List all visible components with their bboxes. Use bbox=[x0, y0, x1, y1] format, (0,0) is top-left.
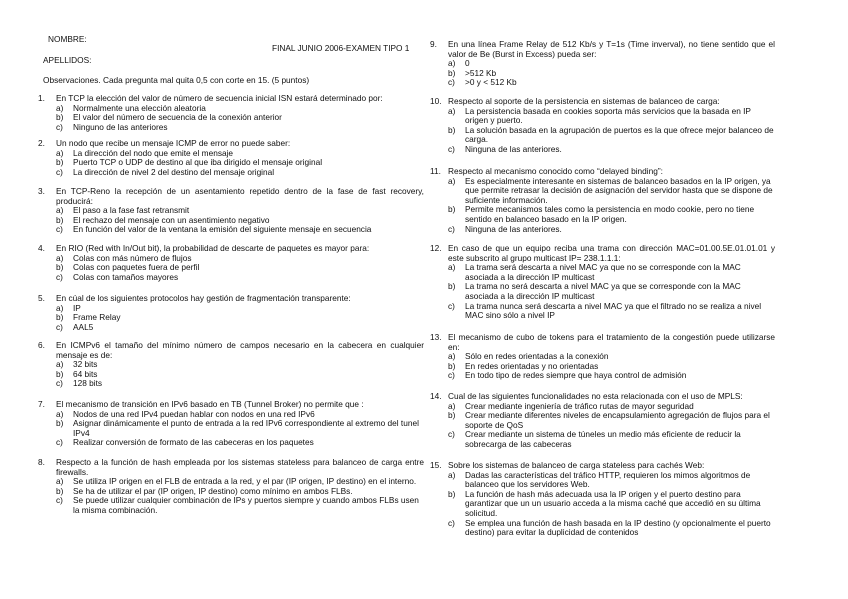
option-text: El paso a la fase fast retransmit bbox=[73, 205, 190, 216]
option-letter: b) bbox=[56, 262, 64, 273]
answer-option bbox=[56, 323, 424, 333]
answer-option bbox=[448, 282, 775, 301]
option-text: Se puede utilizar cualquier combinación de IPs y puertos siempre y cuando ambos FLBs usen la misma combinación. bbox=[73, 495, 419, 515]
option-letter: c) bbox=[448, 370, 455, 381]
question-text: En ICMPv6 el tamaño del mínimo número de campos necesario en la cabecera en cualquier mensaje es de: bbox=[56, 340, 424, 360]
option-text: 64 bits bbox=[73, 368, 98, 379]
question-text: En caso de que un equipo reciba una trama con dirección MAC=01.00.5E.01.01.01 y este subscrito al grupo multicast IP= 238.1.1.1: bbox=[448, 243, 775, 263]
option-letter: c) bbox=[448, 143, 455, 154]
option-text: La trama no será descarta a nivel MAC ya que se corresponde con la MAC asociada a la dirección IP multicast bbox=[465, 281, 741, 301]
option-letter: a) bbox=[56, 302, 64, 313]
answer-option bbox=[56, 168, 424, 178]
option-text: Colas con más número de flujos bbox=[73, 252, 192, 263]
option-text: La trama será descarta a nivel MAC ya que no se corresponde con la MAC asociada a la dirección IP multicast bbox=[465, 262, 741, 282]
option-letter: b) bbox=[448, 204, 456, 215]
answer-option bbox=[448, 145, 775, 155]
option-text: Colas con tamaños mayores bbox=[73, 271, 179, 282]
answer-option bbox=[448, 430, 775, 449]
option-letter: a) bbox=[448, 351, 456, 362]
answer-option bbox=[448, 205, 775, 224]
option-letter: b) bbox=[448, 410, 456, 421]
option-text: La dirección del nodo que emite el mensaje bbox=[73, 147, 234, 158]
question-number: 12. bbox=[430, 243, 442, 253]
option-text: Se utiliza IP origen en el FLB de entrada a la red, y el par (IP origen, IP destino) en el interno. bbox=[73, 476, 417, 487]
question-number: 4. bbox=[38, 243, 45, 253]
option-letter: c) bbox=[448, 300, 455, 311]
option-text: Se emplea una función de hash basada en la IP destino (y opcionalmente el puerto destino) para evitar la duplicidad de contenidos bbox=[465, 517, 771, 538]
question-6 bbox=[38, 341, 424, 389]
option-text: >512 Kb bbox=[465, 67, 497, 78]
question-number: 6. bbox=[38, 340, 45, 350]
option-text: >0 y < 512 Kb bbox=[465, 77, 517, 88]
option-letter: a) bbox=[448, 175, 456, 186]
answer-option bbox=[448, 411, 775, 430]
question-5 bbox=[38, 294, 424, 332]
option-text: Colas con paquetes fuera de perfil bbox=[73, 262, 200, 273]
answer-option bbox=[448, 59, 775, 69]
option-letter: b) bbox=[448, 360, 456, 371]
option-text: Ninguno de las anteriores bbox=[73, 121, 168, 132]
option-letter: a) bbox=[448, 262, 456, 273]
option-letter: c) bbox=[56, 321, 63, 332]
option-text: Es especialmente interesante en sistemas de balanceo basados en la IP origen, ya que permite retrasar la decisión de asignación del servidor hasta que se dispone de suficiente información. bbox=[465, 175, 773, 205]
option-letter: c) bbox=[56, 378, 63, 389]
option-text: Ninguna de las anteriores. bbox=[465, 143, 562, 154]
option-text: La trama nunca será descarta a nivel MAC ya que el filtrado no se realiza a nivel MAC sino sólo a nivel IP bbox=[465, 300, 762, 321]
option-letter: b) bbox=[56, 485, 64, 496]
question-9 bbox=[430, 40, 775, 88]
question-number: 3. bbox=[38, 186, 45, 196]
option-letter: c) bbox=[56, 437, 63, 448]
answer-option bbox=[56, 438, 424, 448]
answer-option bbox=[56, 419, 424, 438]
option-letter: b) bbox=[56, 112, 64, 123]
option-text: IP bbox=[73, 302, 81, 313]
answer-option bbox=[448, 490, 775, 519]
question-text: Respecto al mecanismo conocido como “delayed binding”: bbox=[448, 166, 663, 176]
question-text: En RIO (Red with In/Out bit), la probabilidad de descarte de paquetes es mayor para: bbox=[56, 243, 370, 253]
option-text: El valor del número de secuencia de la conexión anterior bbox=[73, 112, 282, 123]
answer-option bbox=[448, 225, 775, 235]
observations: Observaciones. Cada pregunta mal quita 0,5 con corte en 15. (5 puntos) bbox=[43, 75, 310, 85]
question-text: Respecto al soporte de la persistencia en sistemas de balanceo de carga: bbox=[448, 96, 720, 106]
question-text: En TCP-Reno la recepción de un asentamiento repetido dentro de la fase de fast recovery, producirá: bbox=[56, 186, 424, 206]
question-11 bbox=[430, 167, 775, 234]
answer-option bbox=[448, 519, 775, 538]
question-text: El mecanismo de cubo de tokens para el tratamiento de la congestión puede utilizarse en: bbox=[448, 332, 775, 352]
answer-option bbox=[448, 302, 775, 321]
option-letter: a) bbox=[56, 205, 64, 216]
option-letter: a) bbox=[56, 359, 64, 370]
option-text: En redes orientadas y no orientadas bbox=[465, 360, 599, 371]
option-letter: b) bbox=[56, 157, 64, 168]
answer-option bbox=[448, 263, 775, 282]
option-text: Nodos de una red IPv4 puedan hablar con nodos en una red IPv6 bbox=[73, 408, 315, 419]
question-text: En cúal de los siguientes protocolos hay gestión de fragmentación transparente: bbox=[56, 293, 351, 303]
option-text: La persistencia basada en cookies soporta más servicios que la basada en IP origen y puerto. bbox=[465, 105, 751, 126]
option-letter: c) bbox=[448, 429, 455, 440]
question-8 bbox=[38, 458, 424, 516]
option-letter: a) bbox=[56, 147, 64, 158]
option-text: Ninguna de las anteriores. bbox=[465, 223, 562, 234]
option-text: La función de hash más adecuada usa la IP origen y el puerto destino para garantizar que un un usuario acceda a la misma caché que accedió en su última solicitud. bbox=[465, 488, 761, 518]
option-letter: a) bbox=[448, 58, 456, 69]
option-letter: b) bbox=[448, 124, 456, 135]
option-text: AAL5 bbox=[73, 321, 94, 332]
option-letter: c) bbox=[448, 517, 455, 528]
question-12 bbox=[430, 244, 775, 321]
question-number: 9. bbox=[430, 39, 437, 49]
option-text: En función del valor de la ventana la emisión del siguiente mensaje en secuencia bbox=[73, 224, 372, 235]
option-letter: c) bbox=[56, 271, 63, 282]
option-text: 128 bits bbox=[73, 378, 103, 389]
option-letter: a) bbox=[56, 102, 64, 113]
option-letter: a) bbox=[448, 469, 456, 480]
option-text: 32 bits bbox=[73, 359, 98, 370]
question-number: 14. bbox=[430, 391, 442, 401]
option-text: En todo tipo de redes siempre que haya control de admisión bbox=[465, 370, 687, 381]
answer-option bbox=[56, 273, 424, 283]
option-letter: b) bbox=[448, 281, 456, 292]
option-text: La dirección de nivel 2 del destino del mensaje original bbox=[73, 166, 275, 177]
option-letter: c) bbox=[56, 166, 63, 177]
option-text: Se ha de utilizar el par (IP origen, IP destino) como mínimo en ambos FLBs. bbox=[73, 485, 353, 496]
question-text: Respecto a la función de hash empleada por los sistemas stateless para balanceo de carga entre firewalls. bbox=[56, 457, 424, 477]
answer-option bbox=[448, 126, 775, 145]
option-text: Permite mecanismos tales como la persistencia en modo cookie, pero no tiene sentido en balanceo basado en la IP origen. bbox=[465, 204, 755, 224]
option-text: Crear mediante ingeniería de tráfico rutas de mayor seguridad bbox=[465, 400, 694, 411]
option-letter: c) bbox=[448, 223, 455, 234]
option-text: Realizar conversión de formato de las cabeceras en los paquetes bbox=[73, 437, 314, 448]
answer-option bbox=[56, 379, 424, 389]
option-letter: c) bbox=[56, 495, 63, 506]
option-letter: b) bbox=[56, 312, 64, 323]
answer-option bbox=[448, 177, 775, 206]
question-text: Cual de las siguientes funcionalidades no esta relacionada con el uso de MPLS: bbox=[448, 391, 743, 401]
name-label: NOMBRE: bbox=[48, 34, 87, 44]
option-letter: c) bbox=[448, 77, 455, 88]
option-letter: c) bbox=[56, 224, 63, 235]
option-letter: b) bbox=[56, 418, 64, 429]
answer-option bbox=[56, 123, 424, 133]
question-number: 7. bbox=[38, 399, 45, 409]
question-text: En TCP la elección del valor de número de secuencia inicial ISN estará determinado por: bbox=[56, 93, 383, 103]
question-text: Un nodo que recibe un mensaje ICMP de error no puede saber: bbox=[56, 138, 291, 148]
question-text: El mecanismo de transición en IPv6 basado en TB (Tunnel Broker) no permite que : bbox=[56, 399, 364, 409]
question-number: 11. bbox=[430, 166, 441, 176]
question-14 bbox=[430, 392, 775, 450]
question-15 bbox=[430, 461, 775, 538]
option-text: Sólo en redes orientadas a la conexión bbox=[465, 351, 609, 362]
option-letter: a) bbox=[56, 408, 64, 419]
question-7 bbox=[38, 400, 424, 448]
surname-label: APELLIDOS: bbox=[43, 55, 92, 65]
option-text: Crear mediante un sistema de túneles un medio más eficiente de reducir la sobrecarga de las cabeceras bbox=[465, 429, 741, 449]
question-number: 5. bbox=[38, 293, 45, 303]
question-text: En una línea Frame Relay de 512 Kb/s y T=1s (Time inverval), no tiene sentido que el valor de Be (Burst in Excess) pueda ser: bbox=[448, 39, 775, 59]
option-letter: a) bbox=[56, 252, 64, 263]
question-number: 13. bbox=[430, 332, 442, 342]
option-text: Frame Relay bbox=[73, 312, 121, 323]
question-4 bbox=[38, 244, 424, 282]
question-13 bbox=[430, 333, 775, 381]
option-letter: b) bbox=[448, 488, 456, 499]
answer-option bbox=[56, 370, 424, 380]
question-10 bbox=[430, 97, 775, 155]
question-number: 10. bbox=[430, 96, 442, 106]
option-letter: c) bbox=[56, 121, 63, 132]
option-letter: b) bbox=[448, 67, 456, 78]
option-text: Normalmente una elección aleatoria bbox=[73, 102, 206, 113]
option-text: 0 bbox=[465, 58, 470, 69]
answer-option bbox=[448, 471, 775, 490]
option-text: Puerto TCP o UDP de destino al que iba dirigido el mensaje original bbox=[73, 157, 323, 168]
option-text: Asignar dinámicamente el punto de entrada a la red IPv6 correspondiente al extremo del tunel IPv4 bbox=[73, 418, 419, 438]
option-text: Crear mediante diferentes niveles de encapsulamiento agregación de flujos para el soporte de QoS bbox=[465, 410, 770, 430]
option-letter: a) bbox=[448, 400, 456, 411]
option-letter: a) bbox=[56, 476, 64, 487]
question-1 bbox=[38, 94, 424, 132]
option-text: Dadas las características del tráfico HTTP, requieren los mimos algoritmos de balanceo que los servidores Web. bbox=[465, 469, 751, 490]
option-letter: b) bbox=[56, 368, 64, 379]
answer-option bbox=[56, 225, 424, 235]
option-text: El rechazo del mensaje con un asentimiento negativo bbox=[73, 214, 270, 225]
question-number: 8. bbox=[38, 457, 45, 467]
answer-option bbox=[56, 360, 424, 370]
answer-option bbox=[448, 107, 775, 126]
option-letter: b) bbox=[56, 214, 64, 225]
question-number: 1. bbox=[38, 93, 45, 103]
answer-option bbox=[448, 371, 775, 381]
question-number: 2. bbox=[38, 138, 45, 148]
answer-option bbox=[56, 496, 424, 515]
answer-option bbox=[56, 313, 424, 323]
question-text: Sobre los sistemas de balanceo de carga stateless para cachés Web: bbox=[448, 460, 705, 470]
question-number: 15. bbox=[430, 460, 442, 470]
exam-title: FINAL JUNIO 2006-EXAMEN TIPO 1 bbox=[272, 43, 410, 53]
question-3 bbox=[38, 187, 424, 235]
question-2 bbox=[38, 139, 424, 177]
option-text: La solución basada en la agrupación de puertos es la que ofrece mejor balanceo de carga. bbox=[465, 124, 774, 145]
answer-option bbox=[448, 78, 775, 88]
option-letter: a) bbox=[448, 105, 456, 116]
